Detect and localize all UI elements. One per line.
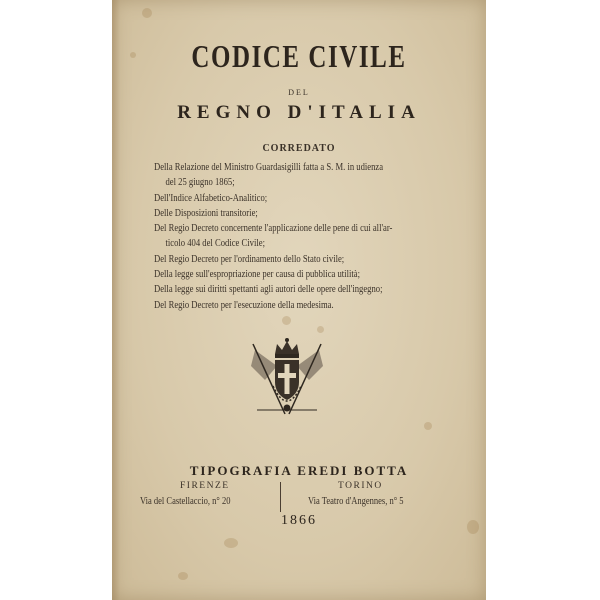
foxing-spot bbox=[224, 538, 238, 548]
address-left: Via del Castellaccio, n° 20 bbox=[140, 496, 231, 507]
foxing-spot bbox=[178, 572, 188, 580]
contents-item: del 25 giugno 1865; bbox=[165, 177, 235, 189]
contents-item: Del Regio Decreto per l'esecuzione della medesima. bbox=[154, 299, 334, 311]
contents-item: Della Relazione del Ministro Guardasigilli fatta a S. M. in udienza bbox=[154, 162, 384, 173]
title-connector: DEL bbox=[288, 88, 310, 97]
city-right: TORINO bbox=[338, 481, 383, 491]
corredato-heading: CORREDATO bbox=[262, 143, 336, 154]
contents-item: ticolo 404 del Codice Civile; bbox=[165, 238, 265, 250]
foxing-spot bbox=[282, 316, 291, 325]
contents-item: Della legge sull'espropriazione per causa di pubblica utilità; bbox=[154, 269, 360, 281]
contents-list bbox=[154, 160, 454, 313]
book-title-page bbox=[112, 0, 486, 600]
contents-item: Dell'Indice Alfabetico-Analitico; bbox=[154, 192, 268, 204]
foxing-spot bbox=[130, 52, 136, 58]
foxing-spot bbox=[424, 422, 432, 430]
contents-item: Delle Disposizioni transitorie; bbox=[154, 207, 258, 219]
city-divider bbox=[280, 482, 281, 512]
city-left: FIRENZE bbox=[180, 481, 230, 491]
royal-coat-of-arms-emblem bbox=[247, 336, 327, 421]
address-right: Via Teatro d'Angennes, n° 5 bbox=[308, 496, 404, 507]
contents-item: Del Regio Decreto concernente l'applicazione delle pene di cui all'ar- bbox=[154, 223, 393, 235]
book-title: CODICE CIVILE bbox=[191, 38, 407, 74]
contents-item: Del Regio Decreto per l'ordinamento dello Stato civile; bbox=[154, 253, 345, 265]
contents-item: Della legge sui diritti spettanti agli autori delle opere dell'ingegno; bbox=[154, 284, 383, 296]
foxing-spot bbox=[142, 8, 152, 18]
publication-year: 1866 bbox=[281, 513, 317, 528]
foxing-spot bbox=[317, 326, 324, 333]
kingdom-title: REGNO D'ITALIA bbox=[177, 102, 421, 123]
printer-name: TIPOGRAFIA EREDI BOTTA bbox=[189, 463, 409, 478]
